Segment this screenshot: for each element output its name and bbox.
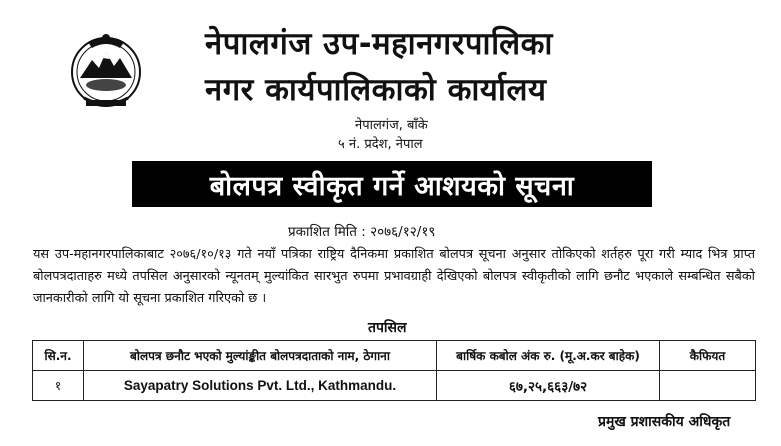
cell-serial: १: [33, 371, 84, 401]
column-header-serial: सि.न.: [33, 341, 84, 371]
column-header-amount: बार्षिक कबोल अंक रु. (मू.अ.कर बाहेक): [437, 341, 660, 371]
office-title: नेपालगंज उप-महानगरपालिका: [205, 26, 553, 62]
nepal-government-emblem: [66, 28, 146, 114]
cell-bidder-name: Sayapatry Solutions Pvt. Ltd., Kathmandu.: [84, 371, 437, 401]
cell-remarks: [660, 371, 756, 401]
notice-banner: [132, 161, 652, 207]
table-row: [33, 371, 756, 401]
bid-table: [32, 340, 756, 401]
schedule-heading: तपसिल: [368, 320, 407, 336]
table-header-row: [33, 341, 756, 371]
address-line-1: नेपालगंज, बाँके: [355, 118, 428, 133]
office-subtitle: नगर कार्यपालिकाको कार्यालय: [205, 72, 547, 108]
notice-body: यस उप-महानगरपालिकाबाट २०७६/१०/१३ गते नयाँ पत्रिका राष्ट्रिय दैनिकमा प्रकाशित बोलपत्र सूचना अनुसार तोकिएको शर्तहरु पूरा गरी म्याद भित्र प्राप्त बोलपत्रदाताहरु मध्ये तपसिल अनुसारको न्यूनतम् मुल्यांकित सारभुत रुपमा प्रभावग्राही देखिएको बोलपत्र स्वीकृतीको लागि छनौट भएकाले सम्बन्धित सबैको जानकारीको लागि यो सूचना प्रकाशित गरिएको छ ।: [33, 247, 755, 306]
column-header-bidder: बोलपत्र छनौट भएको मुल्यांङ्कीत बोलपत्रदाताको नाम, ठेगाना: [84, 341, 437, 371]
column-header-remarks: कैफियत: [660, 341, 756, 371]
notice-banner-text: बोलपत्र स्वीकृत गर्ने आशयको सूचना: [209, 170, 575, 202]
published-date: प्रकाशित मिति : २०७६/१२/१९: [288, 224, 436, 240]
signoff-chief-officer: प्रमुख प्रशासकीय अधिकृत: [598, 414, 731, 430]
cell-amount: ६७,२५,६६३/७२: [437, 371, 660, 401]
address-line-2: ५ नं. प्रदेश, नेपाल: [338, 137, 423, 152]
